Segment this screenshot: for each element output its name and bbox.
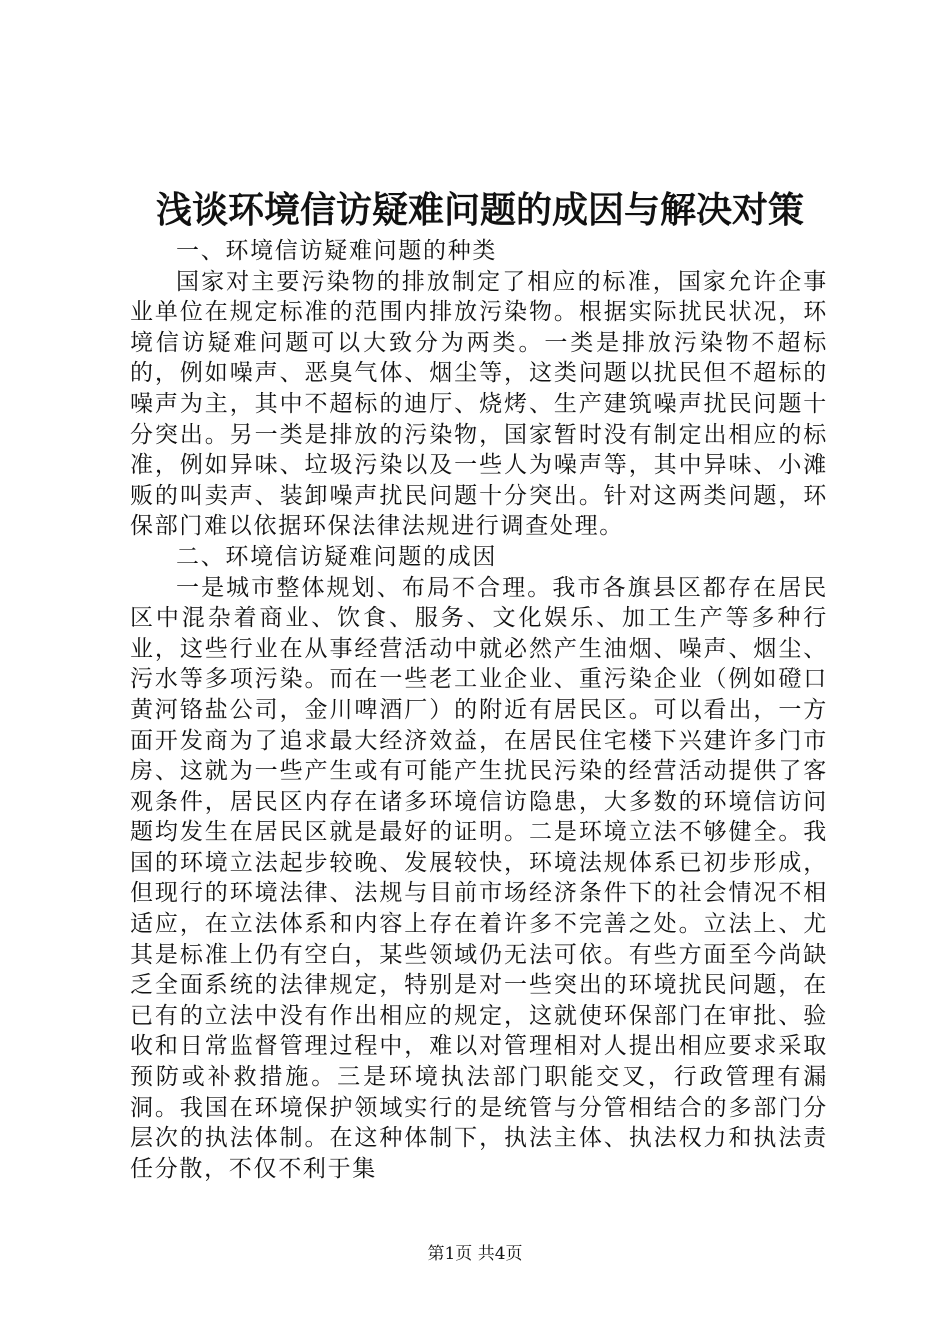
section-heading-1: 一、环境信访疑难问题的种类 — [176, 238, 498, 264]
section-heading-2: 二、环境信访疑难问题的成因 — [176, 543, 498, 570]
document-body — [130, 236, 828, 1184]
paragraph-2: 一是城市整体规划、布局不合理。我市各旗县区都存在居民区中混杂着商业、饮食、服务、文化娱乐、加工生产等多种行业，这些行业在从事经营活动中就必然产生油烟、噪声、烟尘、污水等多项污染。而在一些老工业企业、重污染企业（例如磴口黄河铬盐公司，金川啤酒厂）的附近有居民区。可以看出，一方面开发商为了追求最大经济效益，在居民住宅楼下兴建许多门市房、这就为一些产生或有可能产生扰民污染的经营活动提供了客观条件，居民区内存在诸多环境信访隐患，大多数的环境信访问题均发生在居民区就是最好的证明。二是环境立法不够健全。我国的环境立法起步较晚、发展较快，环境法规体系已初步形成，但现行的环境法律、法规与目前市场经济条件下的社会情况不相适应，在立法体系和内容上存在着许多不完善之处。立法上、尤其是标准上仍有空白，某些领域仍无法可依。有些方面至今尚缺乏全面系统的法律规定，特别是对一些突出的环境扰民问题，在已有的立法中没有作出相应的规定，这就使环保部门在审批、验收和日常监督管理过程中，难以对管理相对人提出相应要求采取预防或补救措施。三是环境执法部门职能交叉，行政管理有漏洞。我国在环境保护领域实行的是统管与分管相结合的多部门分层次的执法体制。在这种体制下，执法主体、执法权力和执法责任分散，不仅不利于集 — [130, 574, 828, 1182]
paragraph-1: 国家对主要污染物的排放制定了相应的标准，国家允许企事业单位在规定标准的范围内排放污染物。根据实际扰民状况，环境信访疑难问题可以大致分为两类。一类是排放污染物不超标的，例如噪声、恶臭气体、烟尘等，这类问题以扰民但不超标的噪声为主，其中不超标的迪厅、烧烤、生产建筑噪声扰民问题十分突出。另一类是排放的污染物，国家暂时没有制定出相应的标准，例如异味、垃圾污染以及一些人为噪声等，其中异味、小滩贩的叫卖声、装卸噪声扰民问题十分突出。针对这两类问题，环保部门难以依据环保法律法规进行调查处理。 — [130, 268, 828, 540]
page-footer — [0, 1242, 950, 1266]
page-total: 共4页 — [477, 1244, 523, 1264]
document-title: 浅谈环境信访疑难问题的成因与解决对策 — [155, 189, 804, 231]
page-number: 第1页 — [427, 1244, 473, 1264]
